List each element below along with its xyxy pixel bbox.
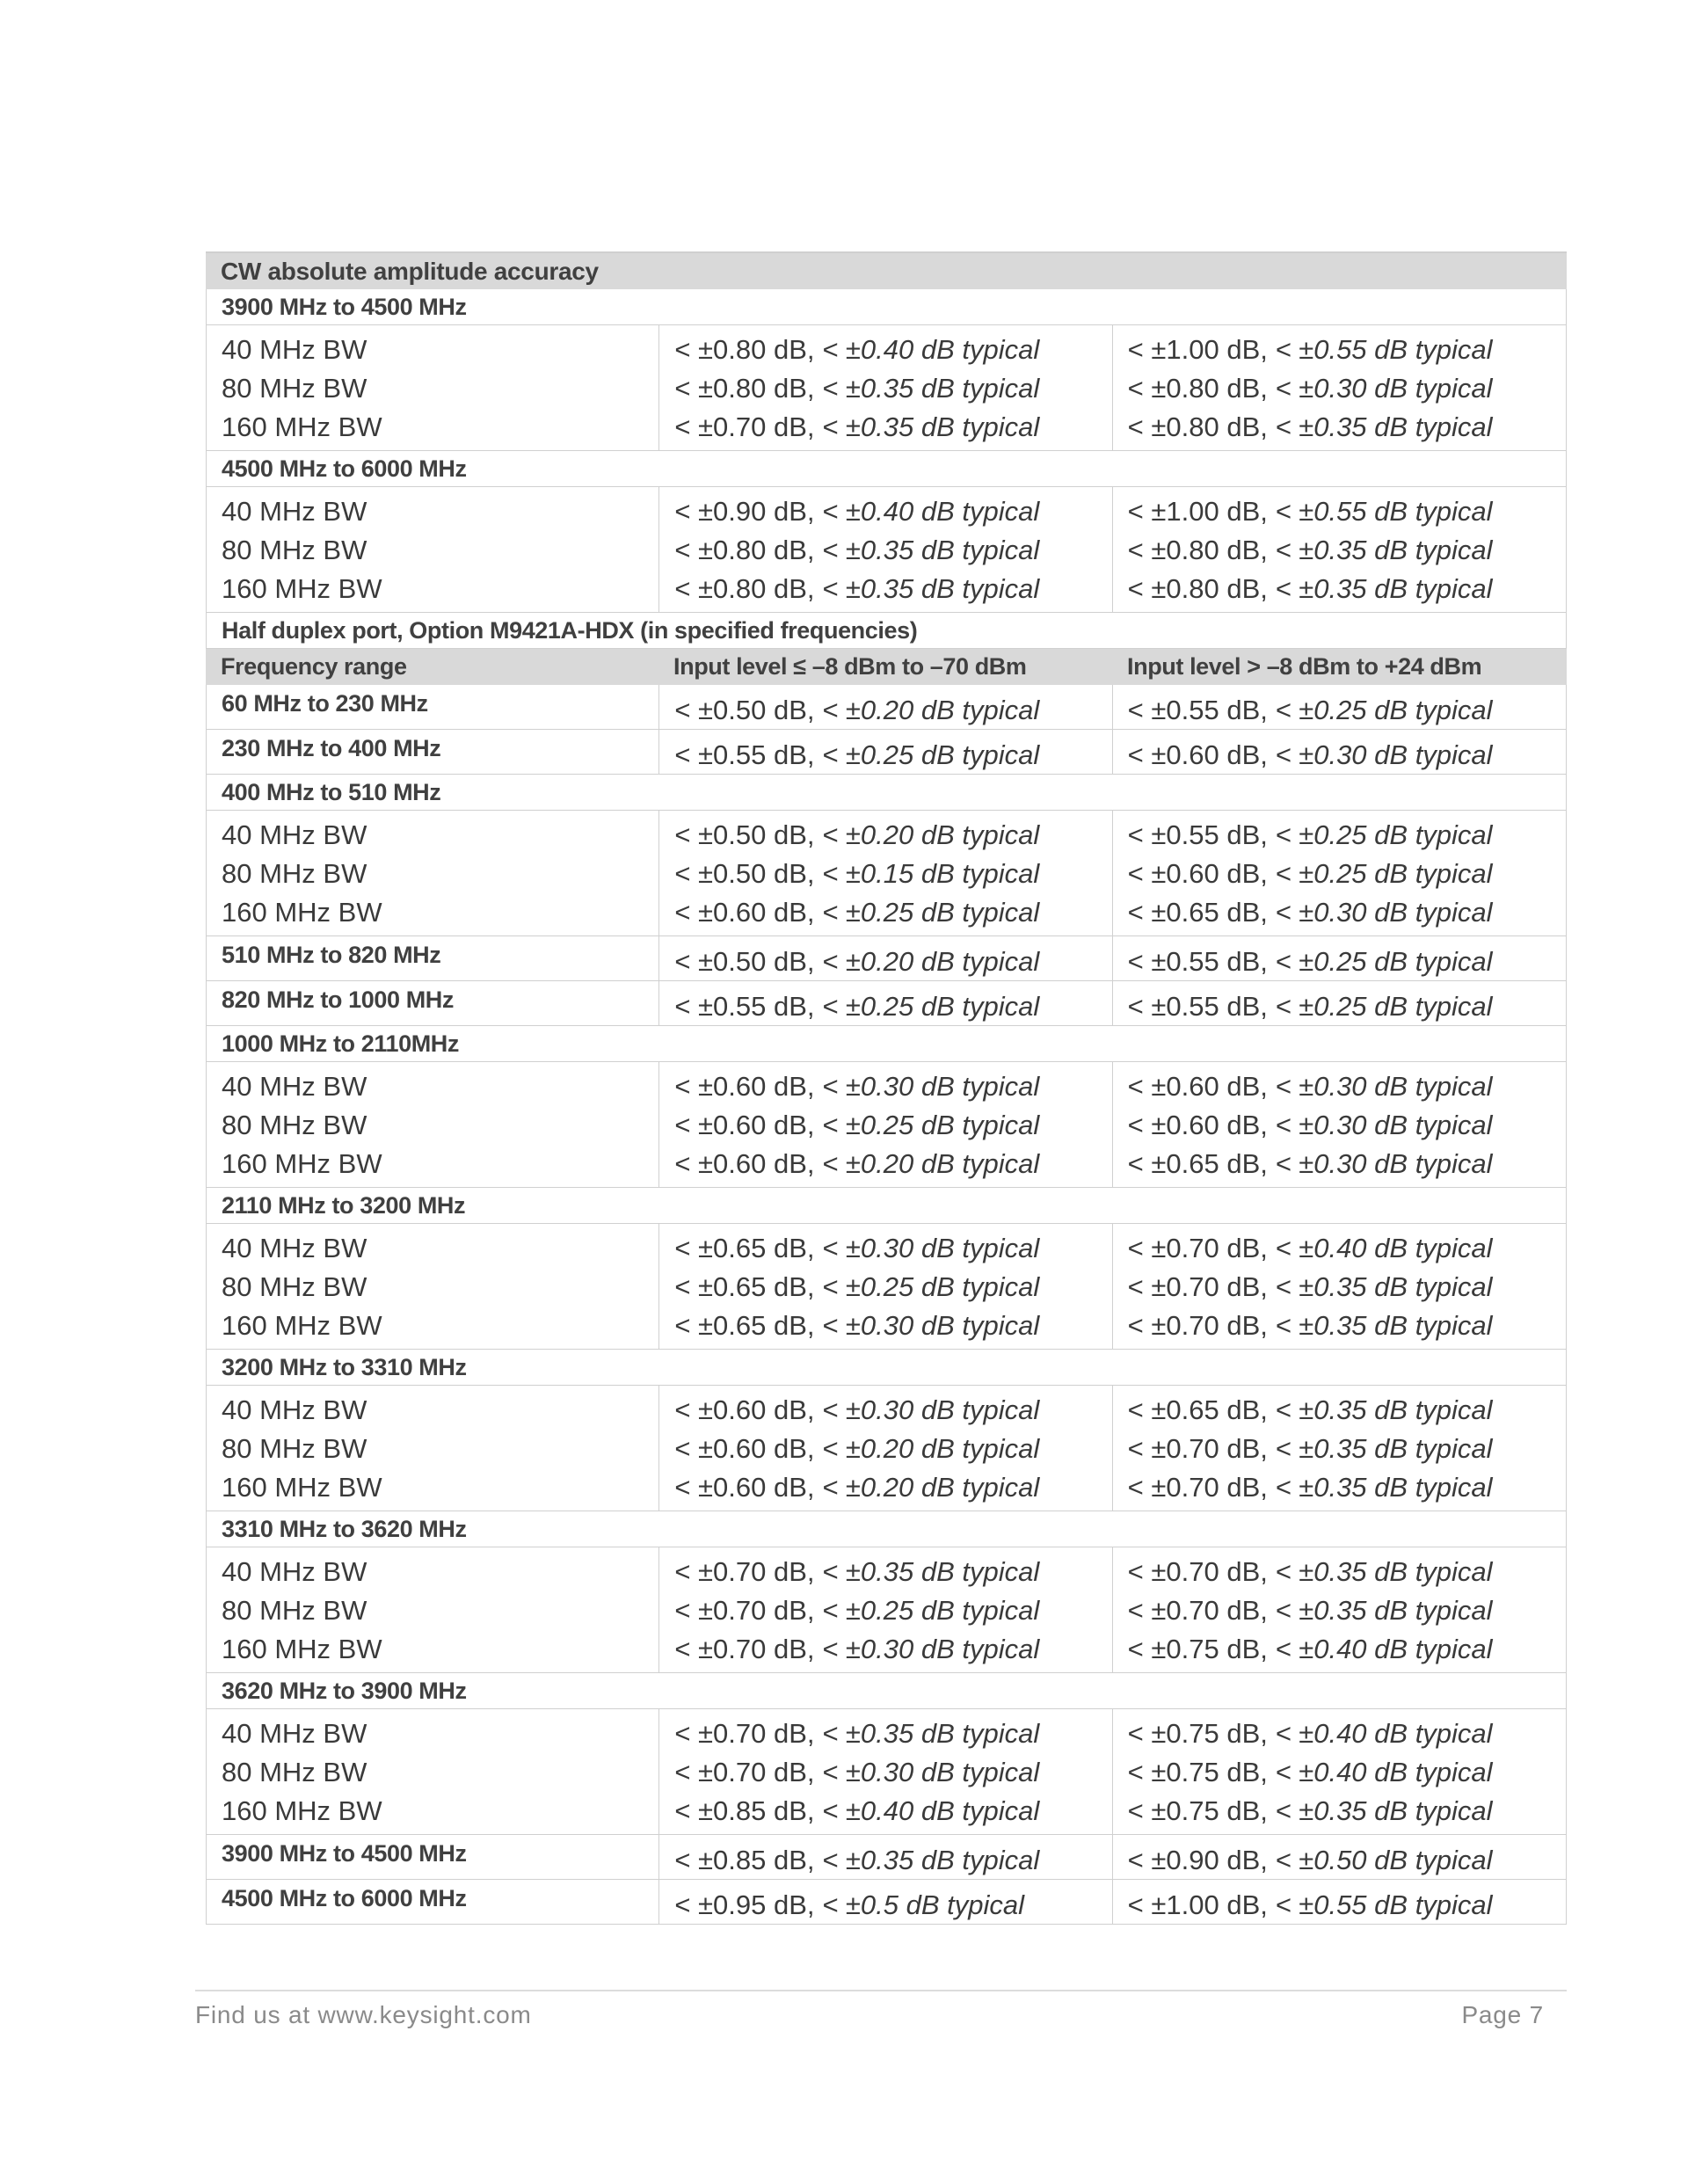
value-typical: < ±0.20 dB typical [822,1148,1040,1179]
bandwidth-block [206,325,1567,451]
value-typical: < ±0.55 dB typical [1275,1889,1493,1920]
bandwidth-block [206,1386,1567,1511]
value-limit: < ±0.50 dB, [674,946,823,977]
table-row [206,981,1567,1026]
value-limit: < ±0.80 dB, [674,373,823,404]
value-text [674,1067,1111,1106]
value-text [674,1391,1111,1430]
value-text [1128,570,1566,608]
value-typical: < ±0.30 dB typical [1275,897,1493,928]
value-text [1128,408,1566,447]
value-typical: < ±0.20 dB typical [822,946,1040,977]
value-typical: < ±0.20 dB typical [822,1472,1040,1503]
value-text [658,981,1111,1025]
value-typical: < ±0.40 dB typical [1275,1718,1493,1749]
bandwidth-label: 80 MHz BW [222,1595,367,1626]
value-limit: < ±0.85 dB, [674,1795,823,1826]
value-text [1128,1630,1566,1669]
value-limit: < ±0.50 dB, [674,819,823,850]
high-input-column [1112,1224,1566,1349]
value-text [674,855,1111,893]
frequency-range-label: 3900 MHz to 4500 MHz [222,1840,467,1867]
value-typical: < ±0.30 dB typical [822,1310,1040,1341]
bandwidth-column [207,325,658,450]
footer-divider [195,1990,1567,1991]
bandwidth-block [206,811,1567,936]
table-row [206,1835,1567,1880]
column-header: Input level ≤ –8 dBm to –70 dBm [673,653,1027,680]
value-limit: < ±1.00 dB, [1127,334,1276,365]
value-limit: < ±0.80 dB, [1127,535,1276,565]
frequency-range-label: 60 MHz to 230 MHz [222,690,428,717]
value-text [674,531,1111,570]
value-typical: < ±0.25 dB typical [822,1271,1040,1302]
frequency-range-caption: 400 MHz to 510 MHz [206,775,1567,811]
value-typical: < ±0.15 dB typical [822,858,1040,889]
value-limit: < ±0.70 dB, [674,1556,823,1587]
bandwidth-label: 80 MHz BW [222,858,367,889]
bandwidth-label: 40 MHz BW [222,1718,367,1749]
bandwidth-column [207,1062,658,1187]
low-input-column [658,1224,1111,1349]
value-text [658,730,1111,774]
column-header: Input level > –8 dBm to +24 dBm [1127,653,1482,680]
value-text [674,1468,1111,1507]
value-limit: < ±0.80 dB, [674,334,823,365]
value-typical: < ±0.35 dB typical [822,373,1040,404]
value-limit: < ±0.55 dB, [674,991,823,1022]
value-typical: < ±0.25 dB typical [1275,946,1493,977]
value-typical: < ±0.25 dB typical [822,897,1040,928]
value-typical: < ±0.35 dB typical [822,1718,1040,1749]
value-text [1128,1468,1566,1507]
bandwidth-label: 80 MHz BW [222,1271,367,1302]
value-text [674,570,1111,608]
value-limit: < ±0.80 dB, [1127,411,1276,442]
value-limit: < ±0.70 dB, [674,1757,823,1787]
bandwidth-label: 80 MHz BW [222,373,367,404]
table-body [206,289,1567,1925]
value-text [1128,369,1566,408]
low-input-column [658,1062,1111,1187]
bandwidth-label: 160 MHz BW [222,1472,382,1503]
value-text [1128,531,1566,570]
column-header: Frequency range [221,653,407,680]
value-typical: < ±0.30 dB typical [1275,739,1493,770]
value-limit: < ±0.60 dB, [674,1394,823,1425]
value-typical: < ±0.25 dB typical [822,991,1040,1022]
value-limit: < ±0.60 dB, [674,1433,823,1464]
value-text [1128,1430,1566,1468]
bandwidth-label: 40 MHz BW [222,496,367,527]
value-typical: < ±0.35 dB typical [1275,411,1493,442]
value-typical: < ±0.55 dB typical [1275,334,1493,365]
value-text [658,936,1111,980]
value-text [1128,1714,1566,1753]
value-typical: < ±0.40 dB typical [822,1795,1040,1826]
value-typical: < ±0.20 dB typical [822,819,1040,850]
table-row [206,685,1567,730]
table-row [206,730,1567,775]
value-limit: < ±0.60 dB, [674,1071,823,1102]
value-limit: < ±0.60 dB, [1127,858,1276,889]
value-limit: < ±0.70 dB, [674,1634,823,1664]
frequency-range-caption: 3900 MHz to 4500 MHz [206,289,1567,325]
value-text [1112,730,1566,774]
frequency-range-caption: 1000 MHz to 2110MHz [206,1026,1567,1062]
value-typical: < ±0.40 dB typical [1275,1757,1493,1787]
value-text [1112,685,1566,729]
bandwidth-label: 80 MHz BW [222,1110,367,1140]
bandwidth-label: 160 MHz BW [222,411,382,442]
value-typical: < ±0.25 dB typical [1275,991,1493,1022]
value-limit: < ±0.75 dB, [1127,1718,1276,1749]
value-limit: < ±0.70 dB, [674,1718,823,1749]
bandwidth-column [207,1386,658,1511]
frequency-range-label: 230 MHz to 400 MHz [222,735,441,761]
table-row [206,1880,1567,1925]
value-typical: < ±0.35 dB typical [1275,1595,1493,1626]
bandwidth-label: 80 MHz BW [222,535,367,565]
high-input-column [1112,325,1566,450]
bandwidth-label: 160 MHz BW [222,1634,382,1664]
value-text [1128,1145,1566,1183]
high-input-column [1112,487,1566,612]
value-typical: < ±0.50 dB typical [1275,1845,1493,1875]
value-typical: < ±0.35 dB typical [822,535,1040,565]
value-limit: < ±0.55 dB, [1127,946,1276,977]
value-limit: < ±0.70 dB, [674,1595,823,1626]
value-text [1128,1553,1566,1591]
value-limit: < ±0.50 dB, [674,695,823,725]
value-text [674,1714,1111,1753]
value-text [674,408,1111,447]
bandwidth-label: 160 MHz BW [222,897,382,928]
frequency-range-caption: 2110 MHz to 3200 MHz [206,1188,1567,1224]
value-limit: < ±0.75 dB, [1127,1634,1276,1664]
value-typical: < ±0.35 dB typical [822,1845,1040,1875]
low-input-column [658,325,1111,450]
frequency-range-label: 4500 MHz to 6000 MHz [222,1885,467,1911]
value-typical: < ±0.35 dB typical [1275,1271,1493,1302]
bandwidth-label: 80 MHz BW [222,1757,367,1787]
value-text [1128,1591,1566,1630]
value-limit: < ±0.60 dB, [674,1110,823,1140]
value-typical: < ±0.40 dB typical [822,334,1040,365]
value-typical: < ±0.35 dB typical [1275,1472,1493,1503]
value-text [674,1145,1111,1183]
bandwidth-column [207,1547,658,1672]
value-limit: < ±0.70 dB, [1127,1233,1276,1263]
value-typical: < ±0.30 dB typical [1275,1071,1493,1102]
bandwidth-label: 40 MHz BW [222,1233,367,1263]
frequency-range-caption: 3620 MHz to 3900 MHz [206,1673,1567,1709]
value-typical: < ±0.30 dB typical [822,1233,1040,1263]
value-limit: < ±0.70 dB, [1127,1271,1276,1302]
value-limit: < ±0.80 dB, [674,573,823,604]
bandwidth-column [207,1224,658,1349]
value-text [658,1880,1111,1924]
value-typical: < ±0.30 dB typical [1275,1110,1493,1140]
value-limit: < ±0.70 dB, [1127,1472,1276,1503]
frequency-range-label: 510 MHz to 820 MHz [222,942,441,968]
frequency-range-caption: 4500 MHz to 6000 MHz [206,451,1567,487]
bandwidth-label: 160 MHz BW [222,1795,382,1826]
value-text [1128,1268,1566,1307]
value-limit: < ±0.60 dB, [674,897,823,928]
low-input-column [658,1547,1111,1672]
value-limit: < ±1.00 dB, [1127,496,1276,527]
bandwidth-block [206,1062,1567,1188]
value-text [1128,492,1566,531]
value-typical: < ±0.35 dB typical [1275,1795,1493,1826]
value-text [674,893,1111,932]
value-limit: < ±0.60 dB, [674,1472,823,1503]
value-text [1128,855,1566,893]
value-limit: < ±0.50 dB, [674,858,823,889]
value-limit: < ±0.60 dB, [1127,1110,1276,1140]
value-text [1128,816,1566,855]
value-typical: < ±0.20 dB typical [822,695,1040,725]
value-text [1128,1391,1566,1430]
value-limit: < ±0.55 dB, [1127,695,1276,725]
bandwidth-block [206,1224,1567,1350]
value-limit: < ±0.80 dB, [674,535,823,565]
value-limit: < ±0.80 dB, [1127,373,1276,404]
value-typical: < ±0.30 dB typical [822,1394,1040,1425]
value-limit: < ±0.65 dB, [1127,1148,1276,1179]
value-typical: < ±0.35 dB typical [1275,1394,1493,1425]
value-text [674,1268,1111,1307]
value-limit: < ±0.65 dB, [1127,1394,1276,1425]
bandwidth-label: 40 MHz BW [222,819,367,850]
value-text [674,1307,1111,1345]
value-limit: < ±0.70 dB, [674,411,823,442]
value-limit: < ±0.65 dB, [674,1233,823,1263]
value-typical: < ±0.30 dB typical [1275,373,1493,404]
value-typical: < ±0.40 dB typical [1275,1233,1493,1263]
bandwidth-label: 160 MHz BW [222,1310,382,1341]
value-typical: < ±0.35 dB typical [1275,535,1493,565]
value-text [674,1630,1111,1669]
bandwidth-column [207,811,658,935]
bandwidth-label: 80 MHz BW [222,1433,367,1464]
bandwidth-label: 40 MHz BW [222,1556,367,1587]
value-limit: < ±0.80 dB, [1127,573,1276,604]
value-typical: < ±0.55 dB typical [1275,496,1493,527]
high-input-column [1112,1709,1566,1834]
value-text [674,816,1111,855]
value-typical: < ±0.30 dB typical [822,1071,1040,1102]
bandwidth-column [207,1709,658,1834]
value-typical: < ±0.25 dB typical [822,1110,1040,1140]
value-typical: < ±0.30 dB typical [822,1757,1040,1787]
value-typical: < ±0.25 dB typical [1275,819,1493,850]
value-typical: < ±0.25 dB typical [1275,695,1493,725]
value-limit: < ±0.55 dB, [1127,991,1276,1022]
value-text [674,331,1111,369]
value-text [1128,331,1566,369]
value-text [674,1430,1111,1468]
value-text [658,685,1111,729]
value-limit: < ±0.85 dB, [674,1845,823,1875]
value-limit: < ±0.65 dB, [1127,897,1276,928]
value-text [674,1229,1111,1268]
value-text [674,492,1111,531]
low-input-column [658,1709,1111,1834]
high-input-column [1112,811,1566,935]
value-typical: < ±0.25 dB typical [822,1595,1040,1626]
value-limit: < ±0.75 dB, [1127,1757,1276,1787]
value-text [1128,1753,1566,1792]
footer-website: Find us at www.keysight.com [195,2001,532,2028]
value-limit: < ±1.00 dB, [1127,1889,1276,1920]
value-limit: < ±0.60 dB, [1127,1071,1276,1102]
value-typical: < ±0.40 dB typical [1275,1634,1493,1664]
value-limit: < ±0.70 dB, [1127,1310,1276,1341]
value-text [674,369,1111,408]
value-limit: < ±0.70 dB, [1127,1556,1276,1587]
frequency-range-caption: 3310 MHz to 3620 MHz [206,1511,1567,1547]
low-input-column [658,487,1111,612]
table-title: CW absolute amplitude accuracy [206,251,1567,289]
high-input-column [1112,1547,1566,1672]
value-typical: < ±0.35 dB typical [822,411,1040,442]
low-input-column [658,1386,1111,1511]
value-limit: < ±0.70 dB, [1127,1433,1276,1464]
low-input-column [658,811,1111,935]
value-limit: < ±0.65 dB, [674,1271,823,1302]
value-limit: < ±0.75 dB, [1127,1795,1276,1826]
high-input-column [1112,1062,1566,1187]
section-caption: Half duplex port, Option M9421A-HDX (in specified frequencies) [206,613,1567,649]
value-text [1112,1835,1566,1879]
value-limit: < ±0.95 dB, [674,1889,823,1920]
value-limit: < ±0.90 dB, [674,496,823,527]
bandwidth-label: 160 MHz BW [222,1148,382,1179]
value-limit: < ±0.65 dB, [674,1310,823,1341]
bandwidth-label: 160 MHz BW [222,573,382,604]
spec-table [206,251,1567,1925]
value-text [674,1553,1111,1591]
bandwidth-label: 40 MHz BW [222,1071,367,1102]
value-limit: < ±0.70 dB, [1127,1595,1276,1626]
page-number: Page 7 [1461,2001,1544,2028]
value-limit: < ±0.55 dB, [674,739,823,770]
value-typical: < ±0.35 dB typical [822,573,1040,604]
value-limit: < ±0.60 dB, [1127,739,1276,770]
value-text [1112,981,1566,1025]
value-typical: < ±0.40 dB typical [822,496,1040,527]
value-text [1128,1229,1566,1268]
value-typical: < ±0.25 dB typical [1275,858,1493,889]
column-header-row [206,649,1567,685]
value-text [674,1753,1111,1792]
bandwidth-block [206,487,1567,613]
value-typical: < ±0.35 dB typical [1275,1433,1493,1464]
value-typical: < ±0.35 dB typical [822,1556,1040,1587]
value-text [1112,1880,1566,1924]
bandwidth-label: 40 MHz BW [222,334,367,365]
value-text [1128,893,1566,932]
value-typical: < ±0.30 dB typical [822,1634,1040,1664]
value-text [674,1106,1111,1145]
frequency-range-caption: 3200 MHz to 3310 MHz [206,1350,1567,1386]
value-typical: < ±0.30 dB typical [1275,1148,1493,1179]
high-input-column [1112,1386,1566,1511]
value-text [658,1835,1111,1879]
value-typical: < ±0.35 dB typical [1275,1556,1493,1587]
frequency-range-label: 820 MHz to 1000 MHz [222,986,454,1013]
value-text [674,1792,1111,1831]
value-typical: < ±0.20 dB typical [822,1433,1040,1464]
value-typical: < ±0.25 dB typical [822,739,1040,770]
value-text [1128,1106,1566,1145]
value-limit: < ±0.55 dB, [1127,819,1276,850]
value-limit: < ±0.60 dB, [674,1148,823,1179]
value-text [1128,1307,1566,1345]
bandwidth-column [207,487,658,612]
value-text [1112,936,1566,980]
bandwidth-block [206,1547,1567,1673]
value-typical: < ±0.35 dB typical [1275,573,1493,604]
value-text [1128,1792,1566,1831]
value-typical: < ±0.5 dB typical [822,1889,1024,1920]
value-text [1128,1067,1566,1106]
table-row [206,936,1567,981]
value-typical: < ±0.35 dB typical [1275,1310,1493,1341]
bandwidth-label: 40 MHz BW [222,1394,367,1425]
value-limit: < ±0.90 dB, [1127,1845,1276,1875]
bandwidth-block [206,1709,1567,1835]
value-text [674,1591,1111,1630]
